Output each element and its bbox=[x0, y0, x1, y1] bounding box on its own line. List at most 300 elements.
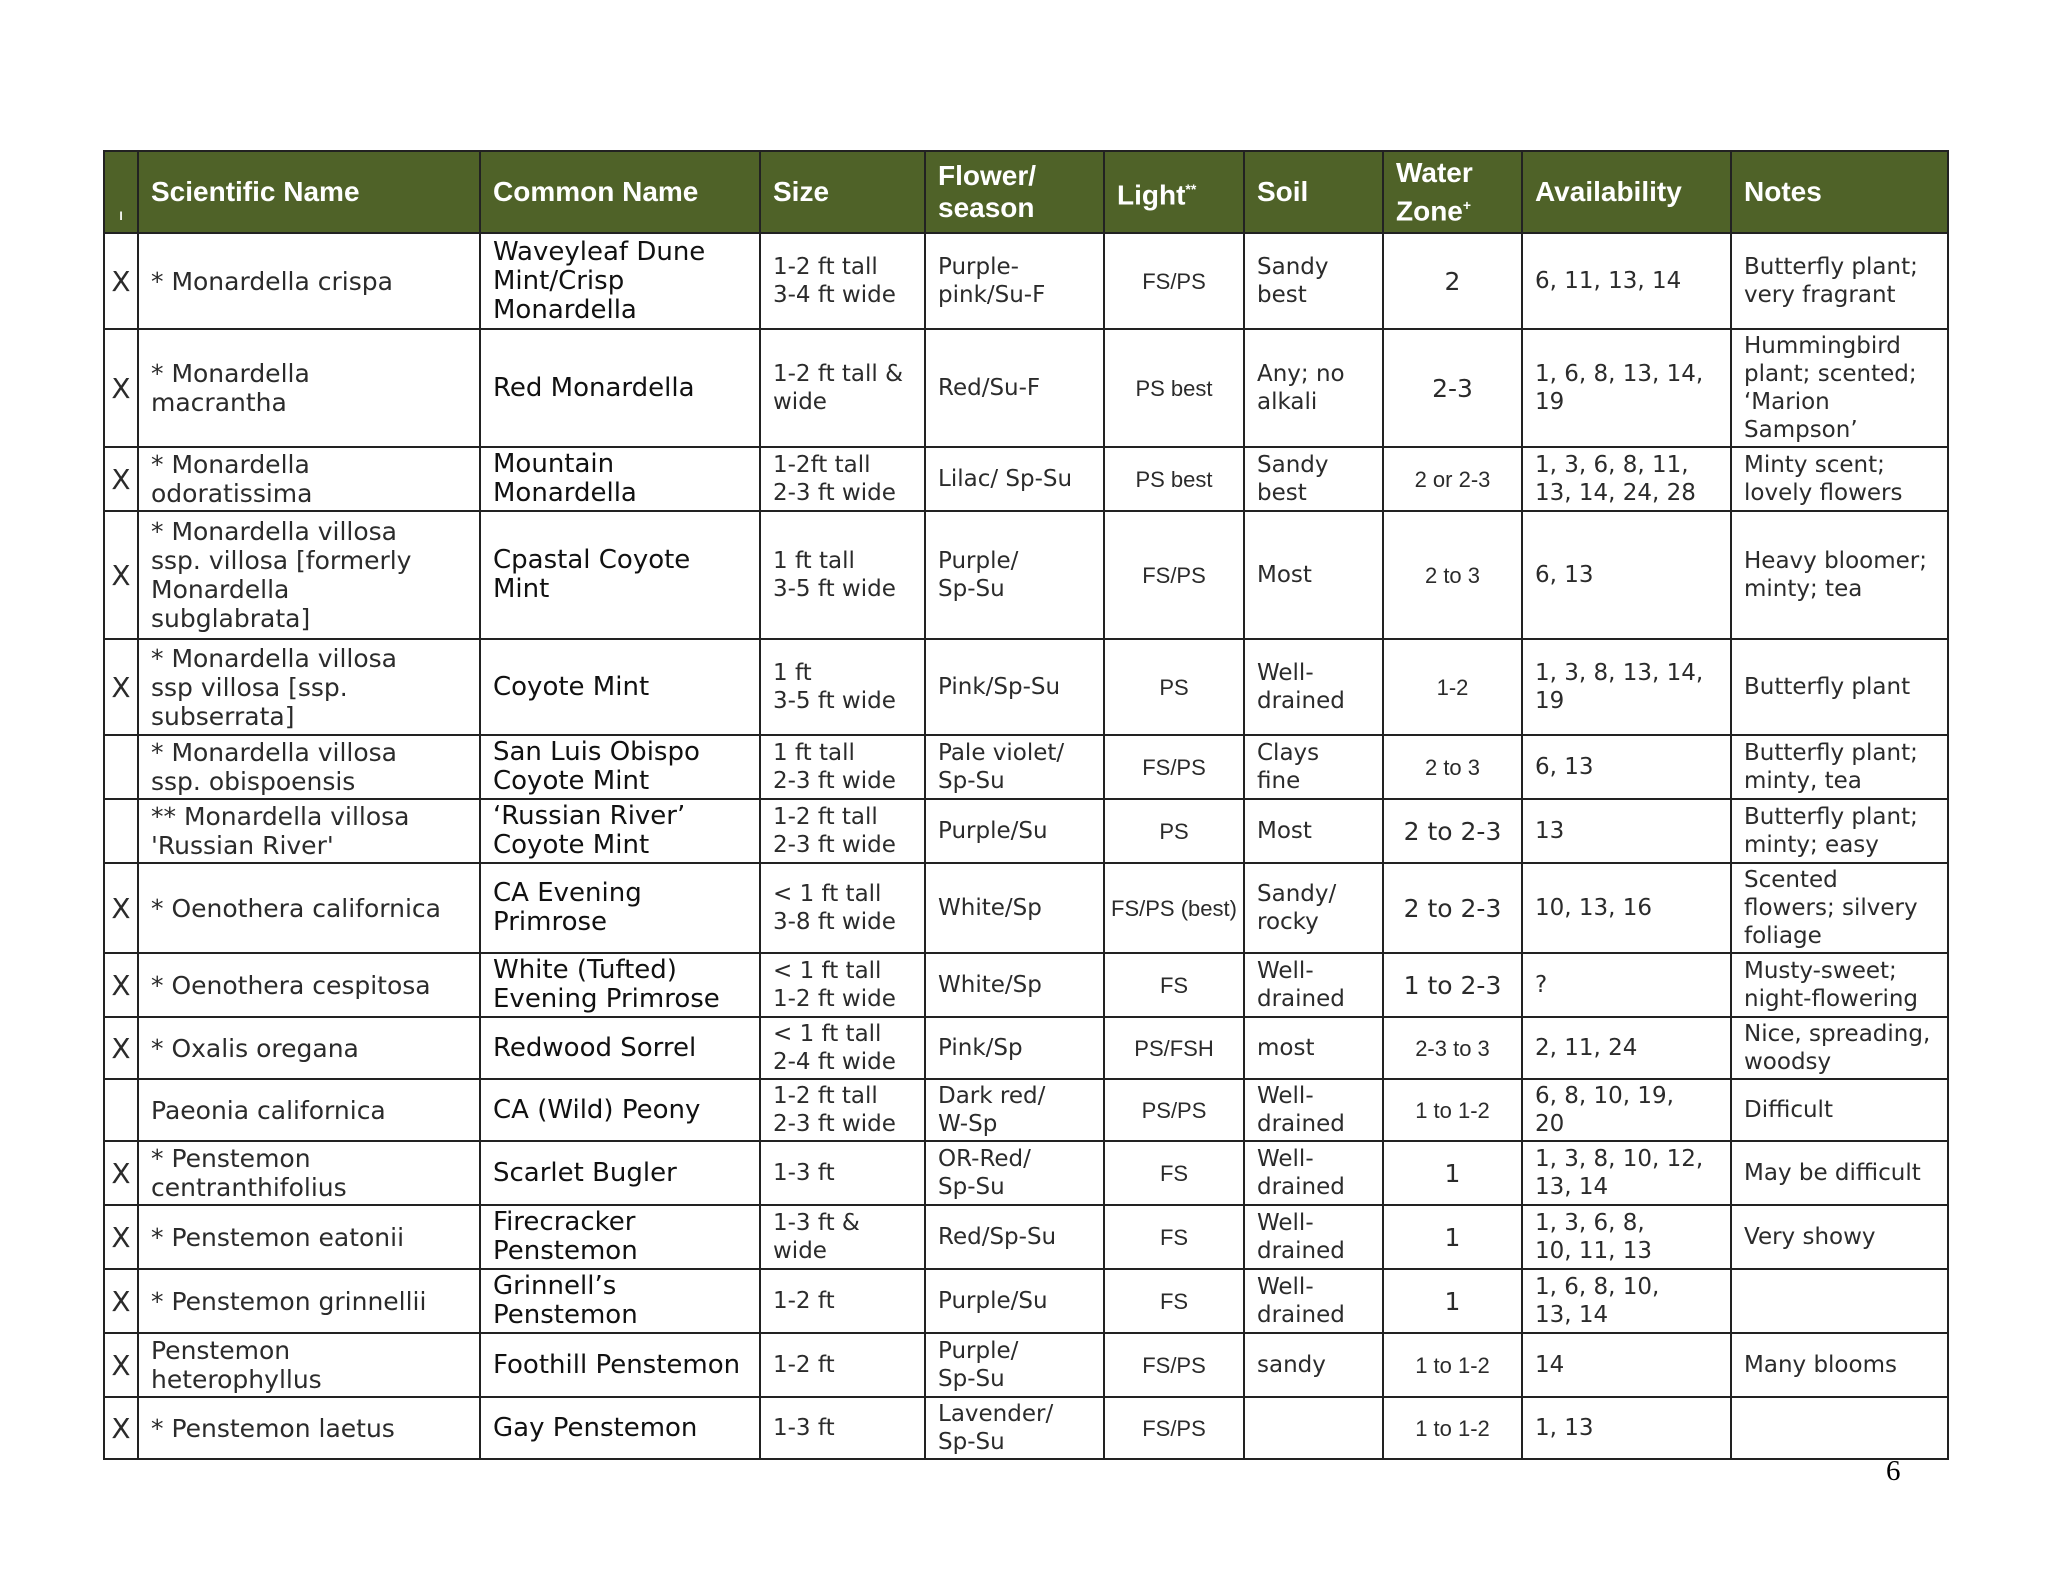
cell-water-zone-text: 2-3 to 3 bbox=[1415, 1035, 1490, 1061]
cell-flower-season bbox=[925, 329, 1104, 447]
cell-scientific-name-text: * Monardella macrantha bbox=[151, 359, 310, 417]
cell-notes-text: Butterfly plant; very fragrant bbox=[1744, 254, 1918, 308]
cell-include-mark-text: X bbox=[111, 264, 131, 298]
cell-water-zone bbox=[1383, 1205, 1522, 1269]
table-row bbox=[104, 447, 1948, 511]
cell-soil bbox=[1244, 1269, 1383, 1333]
cell-availability bbox=[1522, 329, 1731, 447]
cell-flower-season-text: Dark red/ W-Sp bbox=[938, 1083, 1046, 1137]
cell-flower-season bbox=[925, 1397, 1104, 1459]
table-row bbox=[104, 863, 1948, 953]
cell-light-text: FS/PS bbox=[1142, 562, 1206, 588]
cell-notes-text: Minty scent; lovely flowers bbox=[1744, 452, 1903, 506]
cell-light-text: PS/FSH bbox=[1134, 1035, 1214, 1061]
cell-scientific-name bbox=[138, 639, 480, 735]
cell-soil bbox=[1244, 863, 1383, 953]
cell-flower-season-text: Pink/Sp-Su bbox=[938, 674, 1061, 700]
header-i: I bbox=[104, 151, 138, 233]
cell-common-name-text: Coyote Mint bbox=[493, 671, 650, 702]
cell-include-mark-text: X bbox=[111, 371, 131, 405]
table-row bbox=[104, 1017, 1948, 1079]
cell-soil-text: Well- drained bbox=[1257, 1146, 1345, 1200]
cell-common-name bbox=[480, 1397, 760, 1459]
cell-notes bbox=[1731, 233, 1948, 329]
cell-flower-season bbox=[925, 799, 1104, 863]
cell-soil bbox=[1244, 953, 1383, 1017]
cell-soil-text: Clays fine bbox=[1257, 740, 1320, 794]
cell-light-text: FS bbox=[1159, 972, 1189, 998]
cell-flower-season bbox=[925, 1269, 1104, 1333]
cell-water-zone-text: 2 to 3 bbox=[1424, 562, 1481, 588]
cell-notes bbox=[1731, 329, 1948, 447]
cell-size bbox=[760, 1017, 925, 1079]
cell-notes-text: Musty-sweet; night-flowering bbox=[1744, 958, 1919, 1012]
cell-availability bbox=[1522, 1333, 1731, 1397]
cell-flower-season-text: Purple/ Sp-Su bbox=[938, 1338, 1019, 1392]
cell-water-zone bbox=[1383, 1397, 1522, 1459]
cell-light-text: FS bbox=[1159, 1224, 1189, 1250]
cell-availability bbox=[1522, 1017, 1731, 1079]
cell-notes-text: Nice, spreading, woodsy bbox=[1744, 1021, 1931, 1075]
cell-light bbox=[1104, 1017, 1244, 1079]
cell-availability-text: 2, 11, 24 bbox=[1535, 1035, 1638, 1061]
cell-light-text: FS/PS bbox=[1142, 268, 1206, 294]
cell-notes bbox=[1731, 799, 1948, 863]
cell-water-zone-text: 1 bbox=[1444, 1286, 1461, 1316]
cell-include-mark bbox=[104, 953, 138, 1017]
table-row bbox=[104, 329, 1948, 447]
cell-scientific-name bbox=[138, 1333, 480, 1397]
cell-include-mark bbox=[104, 799, 138, 863]
cell-soil bbox=[1244, 511, 1383, 639]
cell-scientific-name-text: ** Monardella villosa 'Russian River' bbox=[151, 802, 410, 860]
cell-availability-text: 6, 11, 13, 14 bbox=[1535, 268, 1682, 294]
table-row bbox=[104, 1141, 1948, 1205]
cell-water-zone bbox=[1383, 1333, 1522, 1397]
cell-notes bbox=[1731, 639, 1948, 735]
cell-soil bbox=[1244, 447, 1383, 511]
cell-availability bbox=[1522, 1079, 1731, 1141]
cell-common-name bbox=[480, 639, 760, 735]
cell-water-zone bbox=[1383, 1079, 1522, 1141]
cell-size-text: < 1 ft tall 1-2 ft wide bbox=[773, 958, 896, 1012]
cell-water-zone bbox=[1383, 1141, 1522, 1205]
cell-notes bbox=[1731, 1205, 1948, 1269]
cell-notes bbox=[1731, 953, 1948, 1017]
cell-soil-text: Well- drained bbox=[1257, 1210, 1345, 1264]
cell-common-name bbox=[480, 1269, 760, 1333]
cell-soil bbox=[1244, 1141, 1383, 1205]
cell-include-mark-text: X bbox=[111, 1284, 131, 1318]
cell-size bbox=[760, 1269, 925, 1333]
cell-scientific-name-text: * Penstemon grinnellii bbox=[151, 1286, 427, 1316]
cell-soil-text: Sandy best bbox=[1257, 254, 1329, 308]
cell-water-zone bbox=[1383, 233, 1522, 329]
header-size: Size bbox=[760, 151, 925, 233]
cell-soil bbox=[1244, 1079, 1383, 1141]
cell-soil bbox=[1244, 639, 1383, 735]
cell-flower-season bbox=[925, 233, 1104, 329]
cell-common-name bbox=[480, 329, 760, 447]
cell-notes-text: Butterfly plant bbox=[1744, 674, 1911, 700]
cell-availability bbox=[1522, 799, 1731, 863]
table-body bbox=[104, 233, 1948, 1459]
cell-common-name-text: Gay Penstemon bbox=[493, 1412, 698, 1443]
cell-size-text: 1 ft tall 3-5 ft wide bbox=[773, 548, 896, 602]
cell-scientific-name-text: * Monardella odoratissima bbox=[151, 450, 313, 508]
cell-soil-text: Most bbox=[1257, 818, 1312, 844]
header-water-zone bbox=[1383, 151, 1522, 233]
cell-scientific-name bbox=[138, 329, 480, 447]
cell-availability-text: 1, 3, 6, 8, 10, 11, 13 bbox=[1535, 1210, 1653, 1264]
cell-common-name bbox=[480, 511, 760, 639]
cell-availability bbox=[1522, 233, 1731, 329]
cell-common-name-text: CA Evening Primrose bbox=[493, 878, 642, 937]
cell-scientific-name-text: * Oenothera californica bbox=[151, 893, 441, 923]
cell-water-zone bbox=[1383, 953, 1522, 1017]
cell-water-zone bbox=[1383, 799, 1522, 863]
cell-size-text: 1-2 ft tall 2-3 ft wide bbox=[773, 1083, 896, 1137]
cell-water-zone bbox=[1383, 639, 1522, 735]
cell-common-name-text: Scarlet Bugler bbox=[493, 1157, 677, 1188]
cell-common-name-text: Redwood Sorrel bbox=[493, 1032, 697, 1063]
cell-light bbox=[1104, 735, 1244, 799]
cell-notes-text: Very showy bbox=[1744, 1224, 1876, 1250]
cell-include-mark-text: X bbox=[111, 558, 131, 592]
cell-availability-text: 14 bbox=[1535, 1352, 1565, 1378]
cell-notes-text: Many blooms bbox=[1744, 1352, 1897, 1378]
cell-scientific-name bbox=[138, 735, 480, 799]
cell-soil-text: Sandy best bbox=[1257, 452, 1329, 506]
cell-size bbox=[760, 799, 925, 863]
cell-light-text: PS best bbox=[1135, 375, 1213, 401]
cell-water-zone-text: 2-3 bbox=[1432, 373, 1473, 403]
cell-scientific-name-text: * Penstemon laetus bbox=[151, 1413, 395, 1443]
header-flower-season bbox=[925, 151, 1104, 233]
cell-size-text: 1 ft tall 2-3 ft wide bbox=[773, 740, 896, 794]
cell-scientific-name bbox=[138, 863, 480, 953]
cell-size bbox=[760, 447, 925, 511]
plant-table bbox=[103, 150, 1949, 1460]
cell-common-name bbox=[480, 953, 760, 1017]
cell-flower-season bbox=[925, 735, 1104, 799]
cell-include-mark-text: X bbox=[111, 1220, 131, 1254]
cell-scientific-name bbox=[138, 1079, 480, 1141]
cell-water-zone bbox=[1383, 447, 1522, 511]
cell-light bbox=[1104, 447, 1244, 511]
cell-common-name-text: Mountain Monardella bbox=[493, 449, 637, 508]
cell-notes-text: Butterfly plant; minty, tea bbox=[1744, 740, 1918, 794]
cell-include-mark bbox=[104, 1397, 138, 1459]
cell-soil-text: Well- drained bbox=[1257, 1083, 1345, 1137]
cell-common-name bbox=[480, 1141, 760, 1205]
cell-notes bbox=[1731, 863, 1948, 953]
cell-include-mark bbox=[104, 511, 138, 639]
cell-size-text: 1-2 ft bbox=[773, 1288, 835, 1314]
cell-common-name-text: Grinnell’s Penstemon bbox=[493, 1271, 638, 1330]
cell-include-mark bbox=[104, 735, 138, 799]
cell-flower-season-text: White/Sp bbox=[938, 972, 1042, 998]
cell-light bbox=[1104, 1205, 1244, 1269]
cell-notes-text: Difficult bbox=[1744, 1097, 1833, 1123]
cell-light bbox=[1104, 1333, 1244, 1397]
cell-water-zone bbox=[1383, 1017, 1522, 1079]
cell-light bbox=[1104, 329, 1244, 447]
cell-soil-text: Well- drained bbox=[1257, 958, 1345, 1012]
cell-notes-text: Scented flowers; silvery foliage bbox=[1744, 867, 1918, 949]
cell-include-mark bbox=[104, 329, 138, 447]
cell-notes bbox=[1731, 1269, 1948, 1333]
cell-soil-text: most bbox=[1257, 1035, 1315, 1061]
cell-availability-text: 1, 3, 6, 8, 11, 13, 14, 24, 28 bbox=[1535, 452, 1696, 506]
cell-scientific-name bbox=[138, 447, 480, 511]
table-row bbox=[104, 953, 1948, 1017]
cell-availability bbox=[1522, 953, 1731, 1017]
cell-availability-text: 6, 8, 10, 19, 20 bbox=[1535, 1083, 1674, 1137]
cell-light-text: PS/PS bbox=[1141, 1097, 1207, 1123]
cell-size-text: 1-3 ft bbox=[773, 1415, 835, 1441]
cell-availability-text: 6, 13 bbox=[1535, 562, 1594, 588]
cell-availability-text: 1, 13 bbox=[1535, 1415, 1594, 1441]
cell-size bbox=[760, 953, 925, 1017]
header-availability: Availability bbox=[1522, 151, 1731, 233]
cell-common-name-text: Cpastal Coyote Mint bbox=[493, 545, 691, 604]
cell-notes-text: May be difficult bbox=[1744, 1160, 1921, 1186]
cell-notes bbox=[1731, 447, 1948, 511]
cell-flower-season-text: Red/Su-F bbox=[938, 375, 1041, 401]
cell-notes bbox=[1731, 1141, 1948, 1205]
cell-scientific-name bbox=[138, 1205, 480, 1269]
cell-soil-text: Most bbox=[1257, 562, 1312, 588]
cell-water-zone-text: 2 bbox=[1444, 266, 1461, 296]
cell-light-text: PS bbox=[1159, 818, 1189, 844]
cell-size bbox=[760, 1333, 925, 1397]
cell-notes bbox=[1731, 1397, 1948, 1459]
cell-soil-text: Well- drained bbox=[1257, 1274, 1345, 1328]
cell-scientific-name bbox=[138, 1397, 480, 1459]
cell-light bbox=[1104, 511, 1244, 639]
table-row bbox=[104, 1269, 1948, 1333]
cell-include-mark bbox=[104, 1269, 138, 1333]
page-number: 6 bbox=[1886, 1455, 1901, 1487]
cell-scientific-name bbox=[138, 953, 480, 1017]
cell-availability bbox=[1522, 1205, 1731, 1269]
cell-size-text: 1-2 ft tall & wide bbox=[773, 361, 904, 415]
cell-water-zone-text: 1 to 1-2 bbox=[1415, 1415, 1490, 1441]
cell-scientific-name-text: * Oxalis oregana bbox=[151, 1033, 359, 1063]
cell-include-mark bbox=[104, 1141, 138, 1205]
cell-size bbox=[760, 1397, 925, 1459]
cell-scientific-name-text: * Monardella villosa ssp villosa [ssp. subserrata] bbox=[151, 643, 397, 731]
cell-light bbox=[1104, 1397, 1244, 1459]
cell-soil bbox=[1244, 1205, 1383, 1269]
cell-light bbox=[1104, 1141, 1244, 1205]
cell-soil bbox=[1244, 233, 1383, 329]
cell-size-text: 1-2 ft tall 3-4 ft wide bbox=[773, 254, 896, 308]
cell-light-text: FS/PS bbox=[1142, 1415, 1206, 1441]
cell-include-mark-text: X bbox=[111, 1411, 131, 1445]
cell-water-zone bbox=[1383, 1269, 1522, 1333]
cell-soil bbox=[1244, 329, 1383, 447]
cell-common-name bbox=[480, 1333, 760, 1397]
cell-size bbox=[760, 863, 925, 953]
table-row bbox=[104, 639, 1948, 735]
cell-notes-text: Heavy bloomer; minty; tea bbox=[1744, 548, 1927, 602]
cell-light-text: FS bbox=[1159, 1288, 1189, 1314]
cell-common-name-text: CA (Wild) Peony bbox=[493, 1094, 701, 1125]
cell-availability-text: 13 bbox=[1535, 818, 1565, 844]
cell-common-name-text: Foothill Penstemon bbox=[493, 1349, 741, 1380]
cell-size bbox=[760, 1141, 925, 1205]
cell-size-text: 1-3 ft bbox=[773, 1160, 835, 1186]
cell-flower-season-text: White/Sp bbox=[938, 895, 1042, 921]
cell-flower-season bbox=[925, 1333, 1104, 1397]
cell-flower-season-text: Purple- pink/Su-F bbox=[938, 254, 1046, 308]
header-light-footnote-mark: ** bbox=[1185, 180, 1197, 197]
cell-availability-text: 1, 6, 8, 10, 13, 14 bbox=[1535, 1274, 1660, 1328]
cell-flower-season bbox=[925, 1079, 1104, 1141]
cell-soil bbox=[1244, 1397, 1383, 1459]
cell-light-text: FS bbox=[1159, 1160, 1189, 1186]
cell-size-text: 1-2ft tall 2-3 ft wide bbox=[773, 452, 896, 506]
cell-availability bbox=[1522, 511, 1731, 639]
cell-size-text: < 1 ft tall 2-4 ft wide bbox=[773, 1021, 896, 1075]
cell-flower-season bbox=[925, 953, 1104, 1017]
cell-light bbox=[1104, 953, 1244, 1017]
cell-common-name bbox=[480, 735, 760, 799]
cell-include-mark-text: X bbox=[111, 670, 131, 704]
header-notes: Notes bbox=[1731, 151, 1948, 233]
table-row bbox=[104, 735, 1948, 799]
cell-flower-season-text: Lilac/ Sp-Su bbox=[938, 466, 1073, 492]
cell-common-name bbox=[480, 1205, 760, 1269]
cell-notes-text: Butterfly plant; minty; easy bbox=[1744, 804, 1918, 858]
cell-water-zone-text: 1 to 2-3 bbox=[1403, 970, 1502, 1000]
table-row bbox=[104, 233, 1948, 329]
cell-availability bbox=[1522, 735, 1731, 799]
cell-light bbox=[1104, 233, 1244, 329]
cell-light-text: FS/PS bbox=[1142, 1352, 1206, 1378]
cell-availability-text: 10, 13, 16 bbox=[1535, 895, 1653, 921]
cell-scientific-name bbox=[138, 1269, 480, 1333]
cell-flower-season-text: Red/Sp-Su bbox=[938, 1224, 1057, 1250]
cell-size bbox=[760, 233, 925, 329]
cell-water-zone-text: 2 to 3 bbox=[1424, 754, 1481, 780]
cell-common-name bbox=[480, 799, 760, 863]
table-row bbox=[104, 799, 1948, 863]
cell-soil-text: Well- drained bbox=[1257, 660, 1345, 714]
cell-flower-season bbox=[925, 1017, 1104, 1079]
cell-include-mark-text: X bbox=[111, 968, 131, 1002]
cell-size bbox=[760, 1205, 925, 1269]
cell-common-name bbox=[480, 1017, 760, 1079]
cell-water-zone-text: 1 to 1-2 bbox=[1415, 1097, 1490, 1123]
cell-include-mark-text: X bbox=[111, 1156, 131, 1190]
cell-flower-season-text: Lavender/ Sp-Su bbox=[938, 1401, 1054, 1455]
cell-flower-season bbox=[925, 1141, 1104, 1205]
header-light bbox=[1104, 151, 1244, 233]
cell-water-zone bbox=[1383, 735, 1522, 799]
cell-size-text: < 1 ft tall 3-8 ft wide bbox=[773, 881, 896, 935]
cell-size bbox=[760, 1079, 925, 1141]
cell-water-zone bbox=[1383, 329, 1522, 447]
cell-flower-season bbox=[925, 639, 1104, 735]
cell-common-name bbox=[480, 233, 760, 329]
cell-soil-text: sandy bbox=[1257, 1352, 1326, 1378]
table-row bbox=[104, 1397, 1948, 1459]
cell-soil-text: Any; no alkali bbox=[1257, 361, 1345, 415]
header-soil: Soil bbox=[1244, 151, 1383, 233]
cell-light bbox=[1104, 863, 1244, 953]
cell-water-zone bbox=[1383, 511, 1522, 639]
cell-common-name bbox=[480, 1079, 760, 1141]
cell-scientific-name bbox=[138, 1017, 480, 1079]
cell-notes bbox=[1731, 511, 1948, 639]
cell-common-name bbox=[480, 863, 760, 953]
cell-include-mark bbox=[104, 1079, 138, 1141]
cell-common-name bbox=[480, 447, 760, 511]
cell-size bbox=[760, 639, 925, 735]
cell-common-name-text: Red Monardella bbox=[493, 372, 695, 403]
cell-notes bbox=[1731, 735, 1948, 799]
header-water-zone-label: Water Zone bbox=[1396, 156, 1473, 227]
cell-scientific-name-text: * Penstemon centranthifolius bbox=[151, 1144, 347, 1202]
cell-soil bbox=[1244, 1333, 1383, 1397]
cell-flower-season-text: Purple/ Sp-Su bbox=[938, 548, 1019, 602]
cell-scientific-name-text: Penstemon heterophyllus bbox=[151, 1336, 322, 1394]
cell-water-zone-text: 1 bbox=[1444, 1158, 1461, 1188]
cell-availability-text: 1, 6, 8, 13, 14, 19 bbox=[1535, 361, 1704, 415]
cell-include-mark-text: X bbox=[111, 1031, 131, 1065]
cell-water-zone-text: 2 to 2-3 bbox=[1403, 893, 1502, 923]
cell-include-mark bbox=[104, 863, 138, 953]
cell-soil-text: Sandy/ rocky bbox=[1257, 881, 1337, 935]
cell-soil bbox=[1244, 1017, 1383, 1079]
table-row bbox=[104, 511, 1948, 639]
cell-common-name-text: Waveyleaf Dune Mint/Crisp Monardella bbox=[493, 236, 706, 325]
cell-availability bbox=[1522, 447, 1731, 511]
cell-light bbox=[1104, 639, 1244, 735]
cell-availability bbox=[1522, 1397, 1731, 1459]
cell-size bbox=[760, 511, 925, 639]
cell-include-mark-text: X bbox=[111, 462, 131, 496]
cell-water-zone-text: 1-2 bbox=[1436, 674, 1469, 700]
cell-availability-text: ? bbox=[1535, 972, 1548, 998]
cell-water-zone-text: 1 to 1-2 bbox=[1415, 1352, 1490, 1378]
table-row bbox=[104, 1079, 1948, 1141]
header-flower-season-label: Flower/ season bbox=[938, 160, 1037, 223]
cell-scientific-name bbox=[138, 511, 480, 639]
cell-light bbox=[1104, 1269, 1244, 1333]
cell-flower-season bbox=[925, 447, 1104, 511]
cell-flower-season bbox=[925, 1205, 1104, 1269]
header-common-name: Common Name bbox=[480, 151, 760, 233]
cell-size-text: 1-3 ft & wide bbox=[773, 1210, 860, 1264]
cell-availability bbox=[1522, 1269, 1731, 1333]
cell-include-mark-text: X bbox=[111, 891, 131, 925]
cell-size bbox=[760, 735, 925, 799]
cell-include-mark bbox=[104, 639, 138, 735]
cell-availability bbox=[1522, 863, 1731, 953]
cell-scientific-name bbox=[138, 1141, 480, 1205]
cell-common-name-text: San Luis Obispo Coyote Mint bbox=[493, 737, 700, 796]
cell-soil bbox=[1244, 799, 1383, 863]
cell-water-zone bbox=[1383, 863, 1522, 953]
cell-size bbox=[760, 329, 925, 447]
cell-availability bbox=[1522, 1141, 1731, 1205]
cell-include-mark-text: X bbox=[111, 1348, 131, 1382]
cell-common-name-text: Firecracker Penstemon bbox=[493, 1207, 638, 1266]
